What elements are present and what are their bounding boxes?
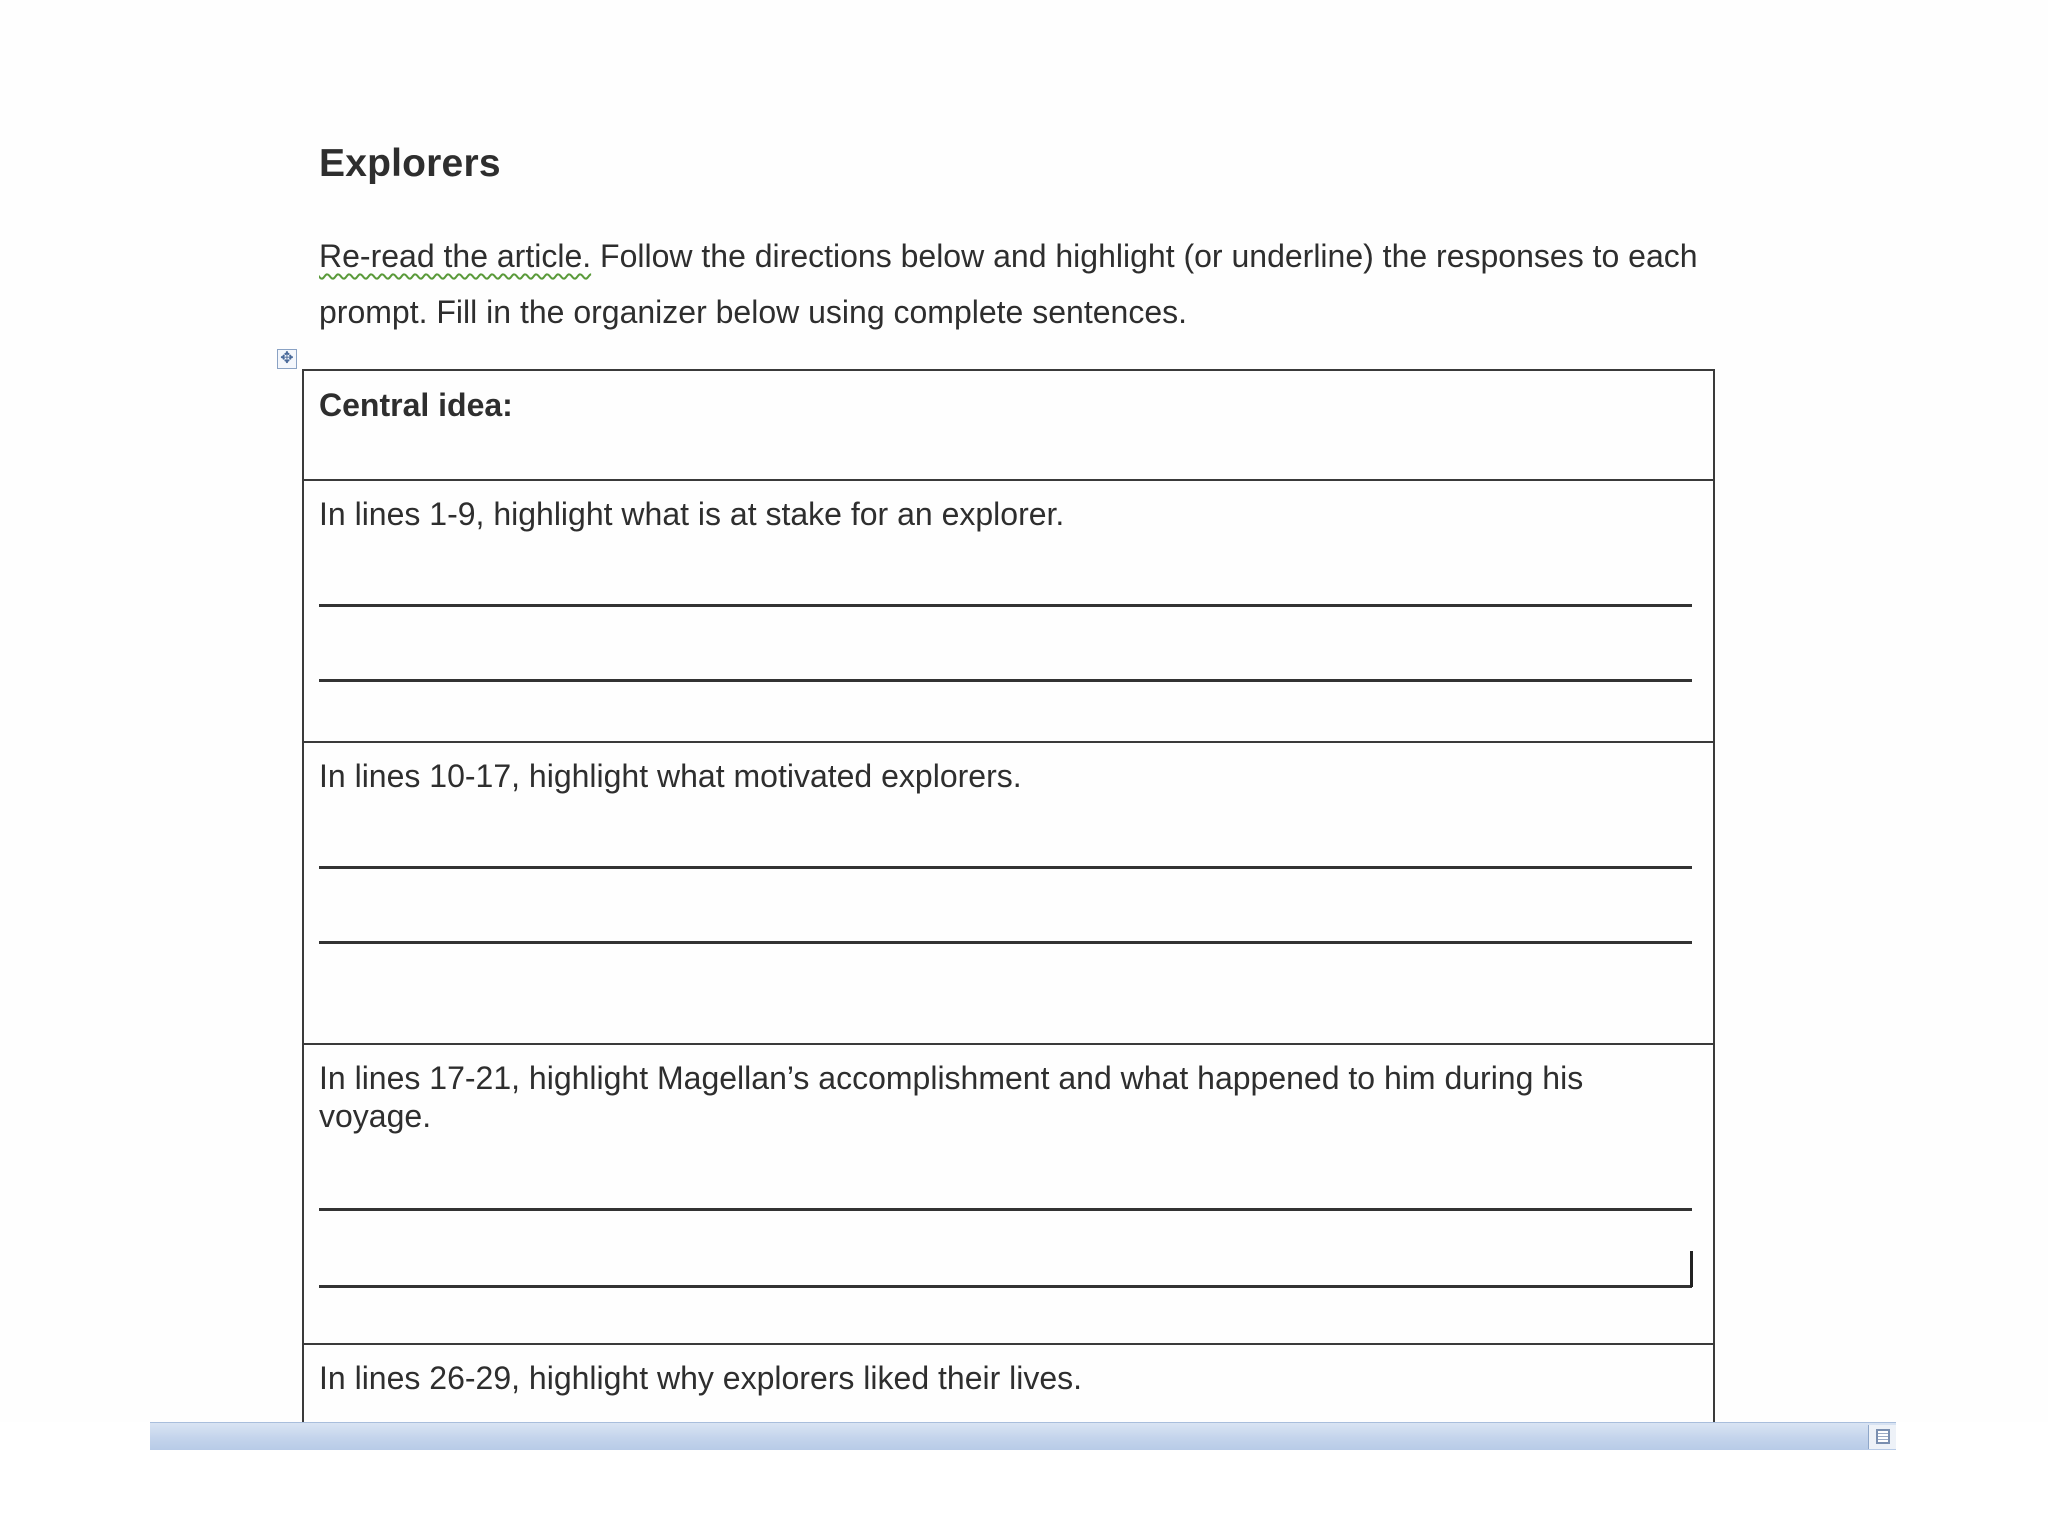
- instructions-text: Follow the directions below and highlight (or underline) the responses to each prompt. Fill in the organizer below using complete sentences.: [319, 238, 1698, 330]
- prompt-text-3: In lines 17-21, highlight Magellan’s accomplishment and what happened to him during his voyage.: [319, 1060, 1584, 1134]
- text-cursor: [1690, 1251, 1693, 1287]
- prompt-row-4[interactable]: [304, 1345, 1713, 1422]
- answer-line: [319, 1285, 1692, 1288]
- prompt-text-2: In lines 10-17, highlight what motivated explorers.: [319, 758, 1022, 794]
- central-idea-label: Central idea:: [319, 387, 513, 423]
- spelling-flagged-text: Re-read the article.: [319, 238, 592, 274]
- prompt-row-1[interactable]: [304, 481, 1713, 743]
- table-move-handle-icon[interactable]: ✥: [277, 349, 297, 369]
- answer-line: [319, 604, 1692, 607]
- answer-line: [319, 866, 1692, 869]
- status-bar: [150, 1422, 1896, 1450]
- instructions-paragraph: [319, 228, 1719, 340]
- prompt-row-2[interactable]: [304, 743, 1713, 1045]
- answer-line: [319, 941, 1692, 944]
- prompt-text-4: In lines 26-29, highlight why explorers liked their lives.: [319, 1360, 1083, 1396]
- document-view-icon[interactable]: [1868, 1425, 1896, 1449]
- central-idea-row[interactable]: [304, 371, 1713, 481]
- prompt-text-1: In lines 1-9, highlight what is at stake for an explorer.: [319, 496, 1065, 532]
- organizer-table: [302, 369, 1715, 1422]
- document-title: Explorers: [319, 142, 501, 185]
- prompt-row-3[interactable]: [304, 1045, 1713, 1345]
- answer-line: [319, 679, 1692, 682]
- answer-line: [319, 1208, 1692, 1211]
